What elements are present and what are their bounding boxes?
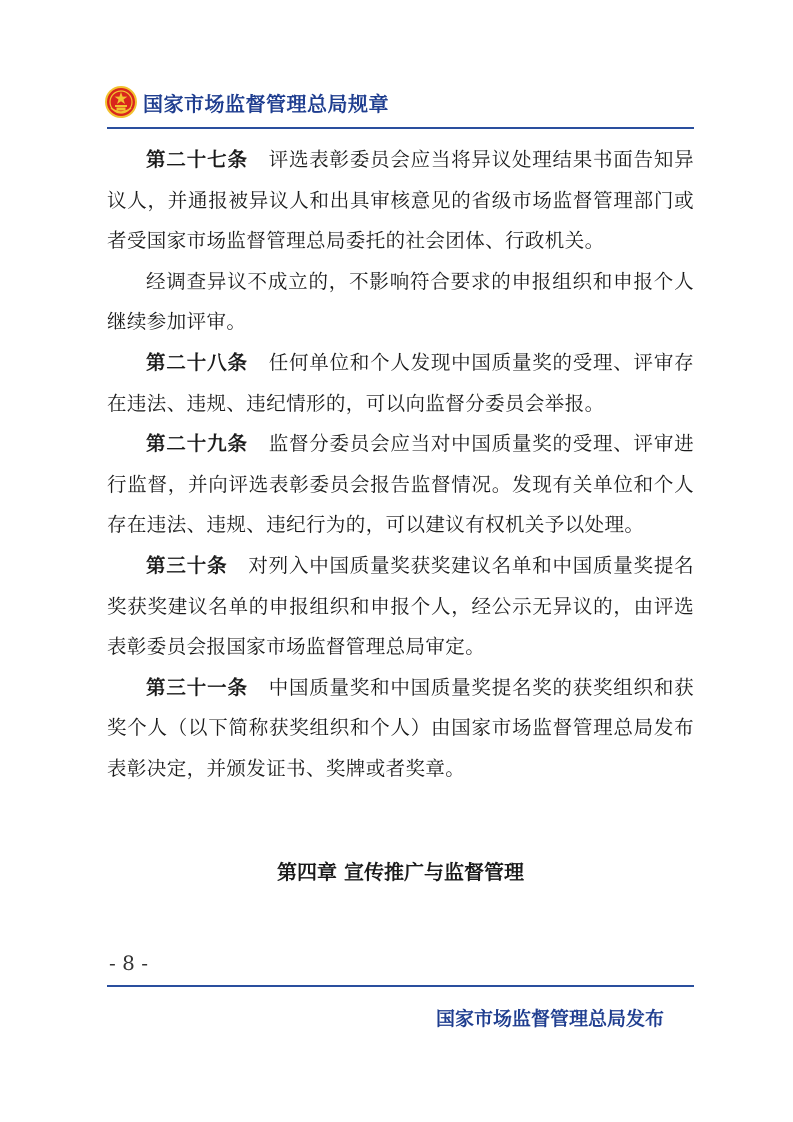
footer-divider	[107, 985, 694, 987]
header-divider	[107, 127, 694, 129]
article-label: 第二十八条	[146, 350, 248, 374]
article-30	[107, 546, 694, 668]
national-emblem-icon	[105, 86, 137, 118]
article-text: 中国质量奖和中国质量奖提名奖的获奖组织和获奖个人（以下简称获奖组织和个人）由国家市场监督管理总局发布表彰决定，并颁发证书、奖牌或者奖章。	[107, 675, 694, 780]
article-31	[107, 668, 694, 790]
article-27	[107, 140, 694, 262]
article-27-paragraph-2	[107, 262, 694, 343]
article-text: 对列入中国质量奖获奖建议名单和中国质量奖提名奖获奖建议名单的申报组织和申报个人，经公示无异议的，由评选表彰委员会报国家市场监督管理总局审定。	[107, 553, 694, 659]
article-label: 第二十九条	[146, 432, 248, 456]
article-label: 第三十一条	[146, 675, 248, 699]
article-label: 第三十条	[146, 553, 228, 577]
page-header	[105, 84, 389, 120]
article-label: 第二十七条	[146, 148, 248, 171]
header-title: 国家市场监督管理总局规章	[143, 91, 389, 116]
chapter-title: 第四章 宣传推广与监督管理	[277, 860, 524, 884]
article-28	[107, 343, 694, 424]
article-text: 任何单位和个人发现中国质量奖的受理、评审存在违法、违规、违纪情形的，可以向监督分委员会举报。	[107, 350, 694, 415]
document-body	[107, 140, 694, 790]
article-text: 经调查异议不成立的，不影响符合要求的申报组织和申报个人继续参加评审。	[107, 269, 694, 334]
article-29	[107, 424, 694, 546]
article-text: 监督分委员会应当对中国质量奖的受理、评审进行监督，并向评选表彰委员会报告监督情况。发现有关单位和个人存在违法、违规、违纪行为的，可以建议有权机关予以处理。	[107, 432, 694, 537]
page-number: - 8 -	[109, 951, 148, 975]
article-text: 评选表彰委员会应当将异议处理结果书面告知异议人，并通报被异议人和出具审核意见的省级市场监督管理部门或者受国家市场监督管理总局委托的社会团体、行政机关。	[107, 148, 694, 253]
footer-publisher: 国家市场监督管理总局发布	[435, 1008, 664, 1030]
